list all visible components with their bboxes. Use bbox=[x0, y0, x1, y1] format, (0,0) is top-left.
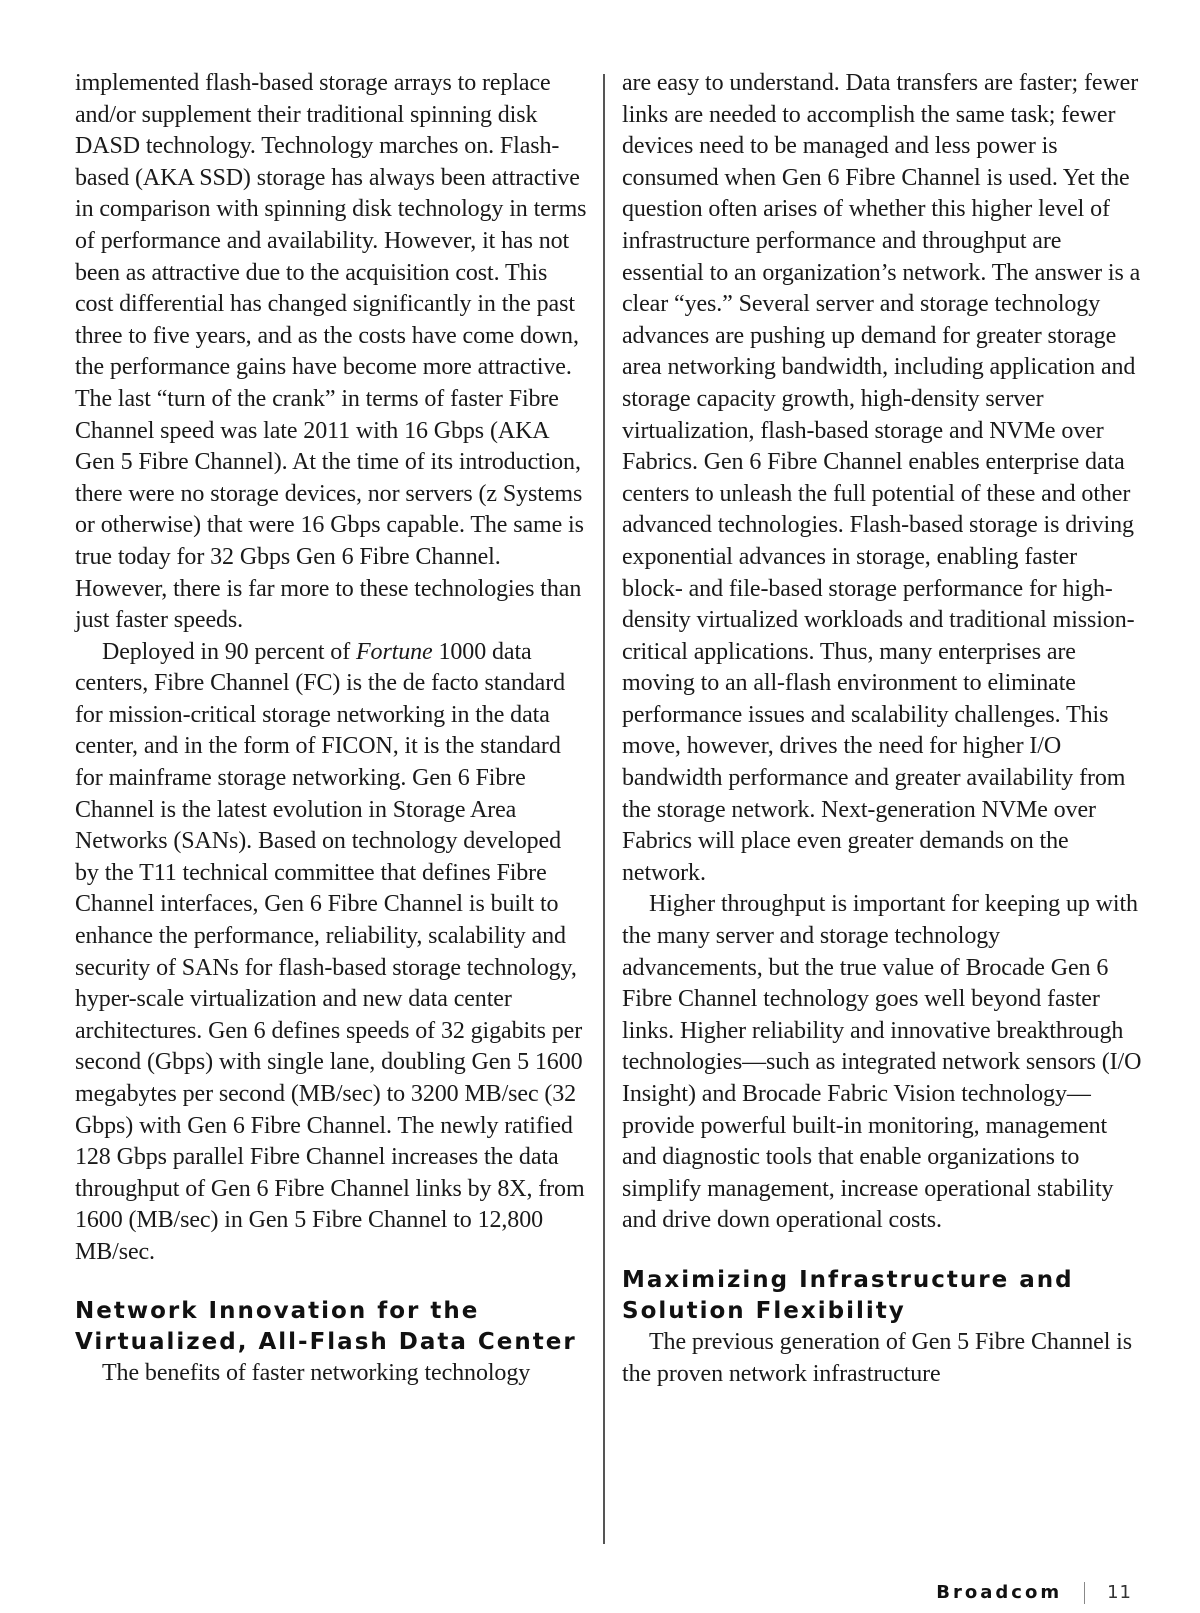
body-paragraph: implemented flash-based storage arrays to replace and/or supplement their traditional spinning disk DASD technology. Technology marches on. Flash-based (AKA SSD) storage has always been attractive in comparison with spinning disk technology in terms of performance and availability. However, it has not been as attractive due to the acquisition cost. This cost differential has changed significantly in the past three to five years, and as the costs have come down, the performance gains have become more attractive. The last “turn of the crank” in terms of faster Fibre Channel speed was late 2011 with 16 Gbps (AKA Gen 5 Fibre Channel). At the time of its introduction, there were no storage devices, nor servers (z Systems or otherwise) that were 16 Gbps capable. The same is true today for 32 Gbps Gen 6 Fibre Channel. However, there is far more to these technologies than just faster speeds. bbox=[75, 70, 587, 634]
heading-line: Solution Flexibility bbox=[622, 1297, 906, 1324]
footer-separator bbox=[1084, 1582, 1085, 1604]
italic-text: Fortune bbox=[355, 638, 433, 665]
body-paragraph: Higher throughput is important for keeping up with the many server and storage technology advancements, but the true value of Brocade Gen 6 Fibre Channel technology goes well beyond faster links. Higher reliability and innovative breakthrough technologies—such as integrated network sensors (I/O Insight) and Brocade Fabric Vision technology—provide powerful built-in monitoring, management and diagnostic tools that enable organizations to simplify management, increase operational stability and drive down operational costs. bbox=[622, 891, 1142, 1234]
page-number: 11 bbox=[1107, 1582, 1132, 1603]
section-heading bbox=[75, 1296, 590, 1358]
body-paragraph: The benefits of faster networking technology bbox=[102, 1359, 531, 1386]
heading-line: Maximizing Infrastructure and bbox=[622, 1266, 1074, 1293]
section-heading bbox=[622, 1265, 1142, 1327]
paragraph-text: Deployed in 90 percent of bbox=[102, 638, 356, 665]
left-column bbox=[75, 68, 590, 1389]
heading-line: Network Innovation for the bbox=[75, 1297, 480, 1324]
spacer bbox=[75, 1269, 590, 1296]
body-paragraph bbox=[75, 637, 590, 1269]
column-divider bbox=[603, 74, 605, 1544]
footer-brand: Broadcom bbox=[936, 1582, 1063, 1603]
body-paragraph: The previous generation of Gen 5 Fibre Channel is the proven network infrastructure bbox=[622, 1328, 1132, 1387]
paragraph-text: 1000 data centers, Fibre Channel (FC) is the de facto standard for mission-critical storage networking in the data center, and in the form of FICON, it is the standard for mainframe storage networking. Gen 6 Fibre Channel is the latest evolution in Storage Area Networks (SANs). Based on technology developed by the T11 technical committee that defines Fibre Channel interfaces, Gen 6 Fibre Channel is built to enhance the performance, reliability, scalability and security of SANs for flash-based storage technology, hyper-scale virtualization and new data center architectures. Gen 6 defines speeds of 32 gigabits per second (Gbps) with single lane, doubling Gen 5 1600 megabytes per second (MB/sec) to 3200 MB/sec (32 Gbps) with Gen 6 Fibre Channel. The newly ratified 128 Gbps parallel Fibre Channel increases the data throughput of Gen 6 Fibre Channel links by 8X, from 1600 (MB/sec) in Gen 5 Fibre Channel to 12,800 MB/sec. bbox=[75, 638, 585, 1265]
body-paragraph: are easy to understand. Data transfers are faster; fewer links are needed to accomplish the same task; fewer devices need to be managed and less power is consumed when Gen 6 Fibre Channel is used. Yet the question often arises of whether this higher level of infrastructure performance and throughput are essential to an organization’s network. The answer is a clear “yes.” Several server and storage technology advances are pushing up demand for greater storage area networking bandwidth, including application and storage capacity growth, high-density server virtualization, flash-based storage and NVMe over Fabrics. Gen 6 Fibre Channel enables enterprise data centers to unleash the full potential of these and other advanced technologies. Flash-based storage is driving exponential advances in storage, enabling faster block- and file-based storage performance for high-density virtualized workloads and traditional mission-critical applications. Thus, many enterprises are moving to an all-flash environment to eliminate performance issues and scalability challenges. This move, however, drives the need for higher I/O bandwidth performance and greater availability from the storage network. Next-generation NVMe over Fabrics will place even greater demands on the network. bbox=[622, 70, 1141, 886]
page-footer bbox=[936, 1582, 1132, 1604]
heading-line: Virtualized, All-Flash Data Center bbox=[75, 1328, 577, 1355]
spacer bbox=[622, 1237, 1142, 1265]
right-column bbox=[622, 68, 1142, 1390]
